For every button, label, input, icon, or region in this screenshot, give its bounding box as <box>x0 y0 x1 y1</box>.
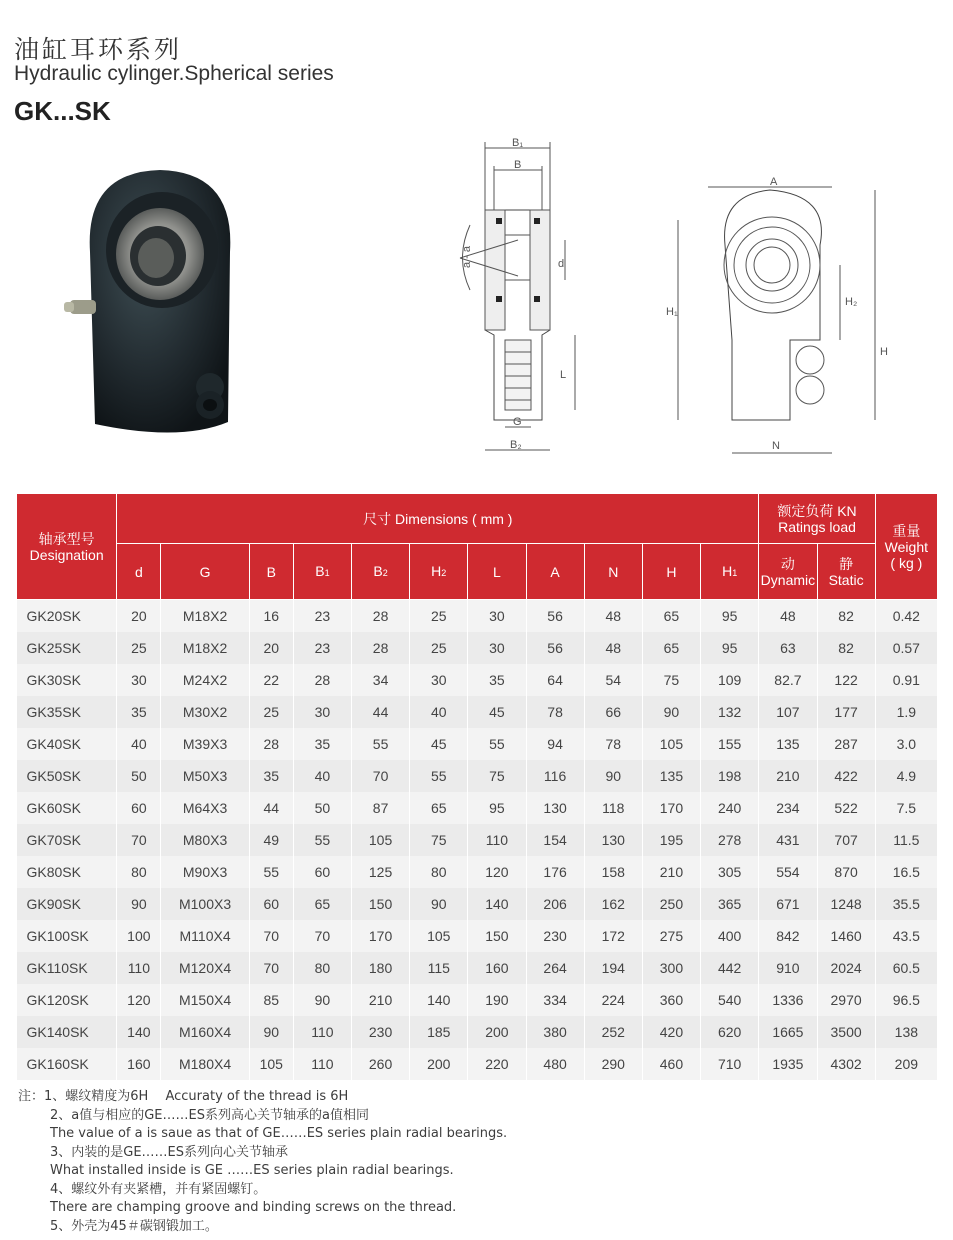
value-cell: 155 <box>701 728 759 760</box>
value-cell: 140 <box>117 1016 161 1048</box>
value-cell: 28 <box>351 632 409 664</box>
value-cell: 60.5 <box>875 952 937 984</box>
col-g: G <box>161 544 249 600</box>
value-cell: M18X2 <box>161 632 249 664</box>
label-b2: B₂ <box>510 439 522 451</box>
value-cell: 2024 <box>817 952 875 984</box>
value-cell: 90 <box>642 696 700 728</box>
designation-cell: GK25SK <box>17 632 117 664</box>
value-cell: 870 <box>817 856 875 888</box>
value-cell: 170 <box>642 792 700 824</box>
value-cell: 55 <box>410 760 468 792</box>
value-cell: 48 <box>584 632 642 664</box>
value-cell: 54 <box>584 664 642 696</box>
value-cell: 80 <box>293 952 351 984</box>
value-cell: 132 <box>701 696 759 728</box>
value-cell: 154 <box>526 824 584 856</box>
value-cell: 55 <box>293 824 351 856</box>
value-cell: 49 <box>249 824 293 856</box>
value-cell: 50 <box>117 760 161 792</box>
table-row <box>17 1016 938 1048</box>
value-cell: 110 <box>468 824 526 856</box>
value-cell: M100X3 <box>161 888 249 920</box>
value-cell: 3.0 <box>875 728 937 760</box>
value-cell: 160 <box>468 952 526 984</box>
value-cell: 107 <box>759 696 817 728</box>
value-cell: 278 <box>701 824 759 856</box>
label-h2: H₂ <box>845 296 858 308</box>
value-cell: 87 <box>351 792 409 824</box>
value-cell: 210 <box>642 856 700 888</box>
value-cell: 22 <box>249 664 293 696</box>
designation-cell: GK160SK <box>17 1048 117 1080</box>
value-cell: 185 <box>410 1016 468 1048</box>
value-cell: 671 <box>759 888 817 920</box>
value-cell: 305 <box>701 856 759 888</box>
value-cell: 2970 <box>817 984 875 1016</box>
value-cell: 7.5 <box>875 792 937 824</box>
value-cell: 75 <box>410 824 468 856</box>
value-cell: 334 <box>526 984 584 1016</box>
value-cell: 138 <box>875 1016 937 1048</box>
table-row <box>17 632 938 664</box>
value-cell: 252 <box>584 1016 642 1048</box>
value-cell: 210 <box>759 760 817 792</box>
note-3-en: What installed inside is GE ……ES series plain radial bearings. <box>50 1163 454 1178</box>
value-cell: 180 <box>351 952 409 984</box>
value-cell: 290 <box>584 1048 642 1080</box>
designation-cell: GK60SK <box>17 792 117 824</box>
value-cell: 158 <box>584 856 642 888</box>
value-cell: 105 <box>351 824 409 856</box>
designation-cell: GK100SK <box>17 920 117 952</box>
value-cell: 60 <box>293 856 351 888</box>
value-cell: 1460 <box>817 920 875 952</box>
value-cell: 55 <box>351 728 409 760</box>
label-d: d <box>558 258 565 270</box>
value-cell: 360 <box>642 984 700 1016</box>
value-cell: 23 <box>293 600 351 633</box>
value-cell: 105 <box>249 1048 293 1080</box>
col-b1: B1 <box>293 544 351 600</box>
col-h: H <box>642 544 700 600</box>
value-cell: 90 <box>584 760 642 792</box>
value-cell: 94 <box>526 728 584 760</box>
notes <box>18 1088 507 1236</box>
value-cell: 64 <box>526 664 584 696</box>
designation-cell: GK110SK <box>17 952 117 984</box>
designation-cell: GK80SK <box>17 856 117 888</box>
value-cell: 122 <box>817 664 875 696</box>
value-cell: 620 <box>701 1016 759 1048</box>
value-cell: 40 <box>293 760 351 792</box>
value-cell: 28 <box>351 600 409 633</box>
table-row <box>17 664 938 696</box>
value-cell: 190 <box>468 984 526 1016</box>
value-cell: 90 <box>293 984 351 1016</box>
value-cell: 28 <box>249 728 293 760</box>
value-cell: 56 <box>526 600 584 633</box>
value-cell: 300 <box>642 952 700 984</box>
value-cell: 910 <box>759 952 817 984</box>
value-cell: 30 <box>117 664 161 696</box>
value-cell: 25 <box>117 632 161 664</box>
label-g: G <box>513 416 522 428</box>
value-cell: 16 <box>249 600 293 633</box>
value-cell: 162 <box>584 888 642 920</box>
value-cell: 1.9 <box>875 696 937 728</box>
table-row <box>17 920 938 952</box>
table-row <box>17 1048 938 1080</box>
value-cell: 25 <box>410 600 468 633</box>
value-cell: 176 <box>526 856 584 888</box>
value-cell: 25 <box>249 696 293 728</box>
col-a: A <box>526 544 584 600</box>
value-cell: 70 <box>293 920 351 952</box>
value-cell: 240 <box>701 792 759 824</box>
table-row <box>17 984 938 1016</box>
value-cell: 70 <box>249 952 293 984</box>
value-cell: 90 <box>249 1016 293 1048</box>
value-cell: 460 <box>642 1048 700 1080</box>
value-cell: 707 <box>817 824 875 856</box>
col-l: L <box>468 544 526 600</box>
value-cell: 110 <box>293 1048 351 1080</box>
note-3: 3、内装的是GE……ES系列向心关节轴承 <box>50 1144 289 1160</box>
value-cell: 234 <box>759 792 817 824</box>
value-cell: M39X3 <box>161 728 249 760</box>
value-cell: 60 <box>117 792 161 824</box>
value-cell: 75 <box>468 760 526 792</box>
value-cell: 25 <box>410 632 468 664</box>
value-cell: 540 <box>701 984 759 1016</box>
label-h: H <box>880 346 888 358</box>
designation-cell: GK50SK <box>17 760 117 792</box>
value-cell: 82 <box>817 632 875 664</box>
value-cell: 170 <box>351 920 409 952</box>
value-cell: 0.42 <box>875 600 937 633</box>
value-cell: 194 <box>584 952 642 984</box>
value-cell: 480 <box>526 1048 584 1080</box>
value-cell: 55 <box>249 856 293 888</box>
value-cell: 4302 <box>817 1048 875 1080</box>
label-b: B <box>514 159 522 171</box>
value-cell: 80 <box>410 856 468 888</box>
value-cell: 95 <box>468 792 526 824</box>
value-cell: 200 <box>468 1016 526 1048</box>
value-cell: 96.5 <box>875 984 937 1016</box>
value-cell: 198 <box>701 760 759 792</box>
title-chinese: 油缸耳环系列 <box>14 35 183 64</box>
col-h2: H2 <box>410 544 468 600</box>
value-cell: 34 <box>351 664 409 696</box>
note-4: 4、螺纹外有夹紧槽，并有紧固螺钉。 <box>50 1181 267 1197</box>
value-cell: 116 <box>526 760 584 792</box>
value-cell: 30 <box>468 632 526 664</box>
table-row <box>17 952 938 984</box>
designation-cell: GK20SK <box>17 600 117 633</box>
value-cell: 63 <box>759 632 817 664</box>
col-b2: B2 <box>351 544 409 600</box>
value-cell: 224 <box>584 984 642 1016</box>
value-cell: 48 <box>759 600 817 633</box>
front-view-drawing <box>660 165 910 465</box>
value-cell: 65 <box>642 600 700 633</box>
table-row <box>17 696 938 728</box>
value-cell: 150 <box>351 888 409 920</box>
value-cell: 109 <box>701 664 759 696</box>
note-1: 注：1、螺纹精度为6H Accuraty of the thread is 6H <box>18 1089 349 1104</box>
note-2: 2、a值与相应的GE……ES系列高心关节轴承的a值相同 <box>50 1107 369 1123</box>
value-cell: M64X3 <box>161 792 249 824</box>
value-cell: M120X4 <box>161 952 249 984</box>
value-cell: 16.5 <box>875 856 937 888</box>
value-cell: 115 <box>410 952 468 984</box>
table-row <box>17 760 938 792</box>
value-cell: 50 <box>293 792 351 824</box>
value-cell: 40 <box>117 728 161 760</box>
value-cell: 44 <box>249 792 293 824</box>
value-cell: 70 <box>351 760 409 792</box>
label-n: N <box>772 440 780 452</box>
value-cell: 43.5 <box>875 920 937 952</box>
value-cell: M18X2 <box>161 600 249 633</box>
ratings-header: 额定负荷 KN Ratings load <box>759 494 875 544</box>
value-cell: 264 <box>526 952 584 984</box>
value-cell: 44 <box>351 696 409 728</box>
value-cell: 30 <box>410 664 468 696</box>
value-cell: 45 <box>468 696 526 728</box>
value-cell: 28 <box>293 664 351 696</box>
col-b: B <box>249 544 293 600</box>
value-cell: 3500 <box>817 1016 875 1048</box>
value-cell: 1665 <box>759 1016 817 1048</box>
value-cell: 442 <box>701 952 759 984</box>
value-cell: 842 <box>759 920 817 952</box>
label-aa: a - a <box>461 245 473 268</box>
value-cell: 0.57 <box>875 632 937 664</box>
value-cell: 70 <box>117 824 161 856</box>
value-cell: 90 <box>117 888 161 920</box>
value-cell: 0.91 <box>875 664 937 696</box>
label-a: A <box>770 176 778 188</box>
value-cell: 275 <box>642 920 700 952</box>
value-cell: 210 <box>351 984 409 1016</box>
value-cell: 172 <box>584 920 642 952</box>
value-cell: 1336 <box>759 984 817 1016</box>
value-cell: 110 <box>117 952 161 984</box>
spec-table <box>16 493 938 1080</box>
value-cell: 60 <box>249 888 293 920</box>
value-cell: 522 <box>817 792 875 824</box>
value-cell: 56 <box>526 632 584 664</box>
col-n: N <box>584 544 642 600</box>
value-cell: 35 <box>117 696 161 728</box>
value-cell: M24X2 <box>161 664 249 696</box>
title-english: Hydraulic cylinger.Spherical series <box>14 62 334 85</box>
value-cell: M90X3 <box>161 856 249 888</box>
value-cell: 135 <box>759 728 817 760</box>
note-2-en: The value of a is saue as that of GE……ES series plain radial bearings. <box>50 1126 508 1141</box>
value-cell: M150X4 <box>161 984 249 1016</box>
value-cell: 65 <box>410 792 468 824</box>
designation-cell: GK40SK <box>17 728 117 760</box>
value-cell: M110X4 <box>161 920 249 952</box>
value-cell: M160X4 <box>161 1016 249 1048</box>
value-cell: 90 <box>410 888 468 920</box>
value-cell: 250 <box>642 888 700 920</box>
note-5: 5、外壳为45＃碳钢锻加工。 <box>50 1218 218 1234</box>
value-cell: 150 <box>468 920 526 952</box>
value-cell: M30X2 <box>161 696 249 728</box>
value-cell: 35 <box>293 728 351 760</box>
value-cell: 135 <box>642 760 700 792</box>
value-cell: 65 <box>293 888 351 920</box>
table-row <box>17 728 938 760</box>
col-h1: H1 <box>701 544 759 600</box>
value-cell: 85 <box>249 984 293 1016</box>
value-cell: 82.7 <box>759 664 817 696</box>
value-cell: 35 <box>249 760 293 792</box>
value-cell: 380 <box>526 1016 584 1048</box>
note-4-en: There are champing groove and binding screws on the thread. <box>50 1200 457 1215</box>
value-cell: 125 <box>351 856 409 888</box>
value-cell: 140 <box>410 984 468 1016</box>
table-row <box>17 792 938 824</box>
model-series: GK...SK <box>14 96 111 126</box>
value-cell: 130 <box>584 824 642 856</box>
table-row <box>17 600 938 633</box>
value-cell: 140 <box>468 888 526 920</box>
weight-header: 重量 Weight ( kg ) <box>875 494 937 600</box>
section-drawing <box>430 130 590 465</box>
value-cell: 105 <box>642 728 700 760</box>
value-cell: 78 <box>584 728 642 760</box>
value-cell: 200 <box>410 1048 468 1080</box>
label-h1: H₁ <box>666 306 678 318</box>
value-cell: 95 <box>701 632 759 664</box>
value-cell: M180X4 <box>161 1048 249 1080</box>
value-cell: 130 <box>526 792 584 824</box>
col-static: 静 Static <box>817 544 875 600</box>
value-cell: 75 <box>642 664 700 696</box>
value-cell: 4.9 <box>875 760 937 792</box>
value-cell: 260 <box>351 1048 409 1080</box>
value-cell: 66 <box>584 696 642 728</box>
designation-cell: GK70SK <box>17 824 117 856</box>
value-cell: 45 <box>410 728 468 760</box>
value-cell: 35.5 <box>875 888 937 920</box>
value-cell: 422 <box>817 760 875 792</box>
value-cell: 177 <box>817 696 875 728</box>
value-cell: 80 <box>117 856 161 888</box>
table-row <box>17 856 938 888</box>
value-cell: 95 <box>701 600 759 633</box>
value-cell: 11.5 <box>875 824 937 856</box>
value-cell: 23 <box>293 632 351 664</box>
value-cell: 70 <box>249 920 293 952</box>
label-l: L <box>560 369 567 381</box>
rod-end-photo <box>60 162 250 447</box>
label-b1: B₁ <box>512 137 524 149</box>
value-cell: 30 <box>468 600 526 633</box>
designation-cell: GK30SK <box>17 664 117 696</box>
value-cell: M50X3 <box>161 760 249 792</box>
value-cell: 48 <box>584 600 642 633</box>
value-cell: 400 <box>701 920 759 952</box>
table-row <box>17 888 938 920</box>
col-d: d <box>117 544 161 600</box>
value-cell: 554 <box>759 856 817 888</box>
value-cell: 1935 <box>759 1048 817 1080</box>
value-cell: 55 <box>468 728 526 760</box>
value-cell: 20 <box>249 632 293 664</box>
value-cell: 160 <box>117 1048 161 1080</box>
value-cell: 230 <box>351 1016 409 1048</box>
designation-cell: GK35SK <box>17 696 117 728</box>
value-cell: 118 <box>584 792 642 824</box>
value-cell: 120 <box>117 984 161 1016</box>
value-cell: 78 <box>526 696 584 728</box>
value-cell: 365 <box>701 888 759 920</box>
table-row <box>17 824 938 856</box>
value-cell: 110 <box>293 1016 351 1048</box>
value-cell: 65 <box>642 632 700 664</box>
value-cell: 710 <box>701 1048 759 1080</box>
dimensions-header: 尺寸 Dimensions ( mm ) <box>117 494 759 544</box>
value-cell: 100 <box>117 920 161 952</box>
value-cell: 287 <box>817 728 875 760</box>
value-cell: 195 <box>642 824 700 856</box>
value-cell: 35 <box>468 664 526 696</box>
value-cell: 420 <box>642 1016 700 1048</box>
designation-cell: GK140SK <box>17 1016 117 1048</box>
value-cell: 20 <box>117 600 161 633</box>
designation-cell: GK90SK <box>17 888 117 920</box>
value-cell: 206 <box>526 888 584 920</box>
value-cell: 209 <box>875 1048 937 1080</box>
value-cell: M80X3 <box>161 824 249 856</box>
value-cell: 40 <box>410 696 468 728</box>
value-cell: 82 <box>817 600 875 633</box>
value-cell: 431 <box>759 824 817 856</box>
value-cell: 30 <box>293 696 351 728</box>
designation-header: 轴承型号 Designation <box>17 494 117 600</box>
col-dynamic: 动 Dynamic <box>759 544 817 600</box>
designation-cell: GK120SK <box>17 984 117 1016</box>
value-cell: 1248 <box>817 888 875 920</box>
value-cell: 120 <box>468 856 526 888</box>
value-cell: 105 <box>410 920 468 952</box>
value-cell: 220 <box>468 1048 526 1080</box>
value-cell: 230 <box>526 920 584 952</box>
